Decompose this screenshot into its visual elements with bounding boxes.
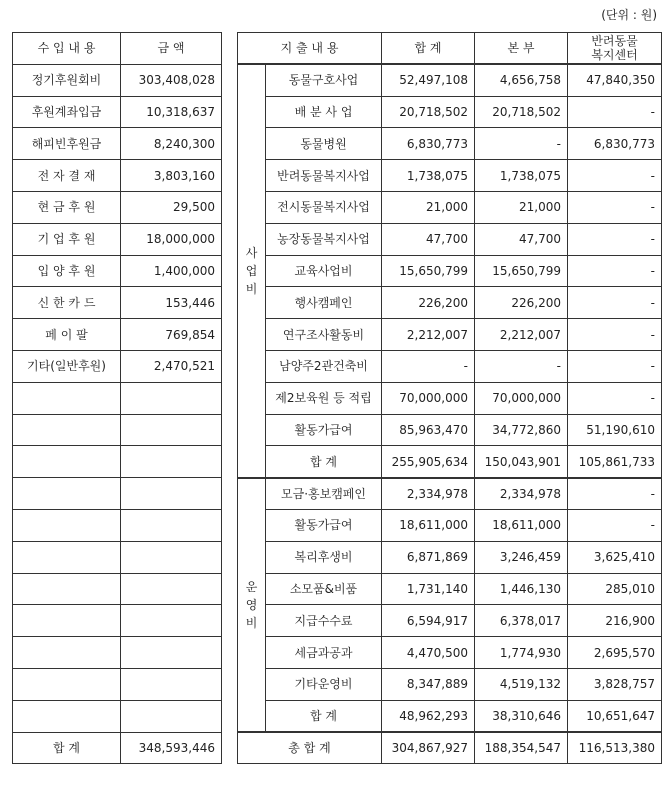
expense-item-hq: 6,378,017 — [475, 605, 568, 637]
income-item-label: 기 업 후 원 — [13, 223, 121, 255]
expense-grand-total: 304,867,927 — [382, 732, 475, 764]
expense-header-center: 반려동물 복지센터 — [568, 33, 662, 65]
expense-item-center: 216,900 — [568, 605, 662, 637]
expense-item-label: 기타운영비 — [266, 668, 382, 700]
income-item-label: 현 금 후 원 — [13, 191, 121, 223]
expense-item-total: 52,497,108 — [382, 64, 475, 96]
expense-item-total: 4,470,500 — [382, 637, 475, 669]
income-empty-cell — [13, 414, 121, 446]
expense-item-total: - — [382, 350, 475, 382]
expense-category-business — [238, 64, 266, 477]
expense-item-label: 반려동물복지사업 — [266, 160, 382, 192]
expense-category-label: 운영비 — [245, 579, 258, 630]
expense-header-hq: 본 부 — [475, 33, 568, 65]
unit-label: (단위 : 원) — [601, 8, 657, 22]
expense-row — [238, 160, 662, 192]
expense-item-hq: 226,200 — [475, 287, 568, 319]
expense-item-hq: 2,334,978 — [475, 478, 568, 510]
expense-item-total: 48,962,293 — [382, 700, 475, 732]
expense-item-label: 행사캠페인 — [266, 287, 382, 319]
income-total-amount: 348,593,446 — [121, 732, 222, 764]
income-row — [13, 414, 222, 446]
expense-item-hq: 3,246,459 — [475, 541, 568, 573]
income-empty-cell — [13, 382, 121, 414]
income-table — [12, 32, 222, 764]
expense-row — [238, 605, 662, 637]
income-item-amount: 769,854 — [121, 319, 222, 351]
expense-item-label: 활동가급여 — [266, 414, 382, 446]
expense-item-label: 동물병원 — [266, 128, 382, 160]
expense-grand-total-label: 총 합 계 — [238, 732, 382, 764]
income-row — [13, 191, 222, 223]
expense-item-label: 교육사업비 — [266, 255, 382, 287]
income-row — [13, 64, 222, 96]
expense-item-label: 전시동물복지사업 — [266, 191, 382, 223]
expense-row — [238, 223, 662, 255]
income-row — [13, 446, 222, 478]
income-row — [13, 255, 222, 287]
expense-item-total: 255,905,634 — [382, 446, 475, 478]
income-row — [13, 478, 222, 510]
income-total-row — [13, 732, 222, 764]
expense-item-center: 51,190,610 — [568, 414, 662, 446]
income-empty-cell — [121, 446, 222, 478]
expense-item-hq: 18,611,000 — [475, 509, 568, 541]
expense-item-label: 농장동물복지사업 — [266, 223, 382, 255]
expense-item-hq: 4,656,758 — [475, 64, 568, 96]
expense-item-hq: 21,000 — [475, 191, 568, 223]
expense-item-center: 2,695,570 — [568, 637, 662, 669]
expense-row — [238, 478, 662, 510]
expense-item-hq: 1,446,130 — [475, 573, 568, 605]
income-empty-cell — [13, 509, 121, 541]
expense-item-total: 20,718,502 — [382, 96, 475, 128]
expense-item-total: 1,731,140 — [382, 573, 475, 605]
income-item-label: 후원계좌입금 — [13, 96, 121, 128]
expense-item-label: 소모품&비품 — [266, 573, 382, 605]
expense-table — [237, 32, 662, 764]
expense-item-center: 3,828,757 — [568, 668, 662, 700]
expense-header-label: 지 출 내 용 — [238, 33, 382, 65]
expense-row — [238, 637, 662, 669]
income-empty-cell — [13, 541, 121, 573]
expense-item-label: 동물구호사업 — [266, 64, 382, 96]
expense-row — [238, 541, 662, 573]
expense-item-center: 285,010 — [568, 573, 662, 605]
expense-item-center: - — [568, 191, 662, 223]
expense-item-center: - — [568, 350, 662, 382]
income-item-amount: 8,240,300 — [121, 128, 222, 160]
expense-item-center: - — [568, 382, 662, 414]
expense-item-center: 105,861,733 — [568, 446, 662, 478]
expense-row — [238, 128, 662, 160]
expense-row — [238, 668, 662, 700]
income-row — [13, 573, 222, 605]
income-item-label: 입 양 후 원 — [13, 255, 121, 287]
expense-header-row — [238, 33, 662, 65]
expense-row — [238, 350, 662, 382]
income-empty-cell — [121, 637, 222, 669]
income-row — [13, 96, 222, 128]
expense-item-label: 연구조사활동비 — [266, 319, 382, 351]
expense-row — [238, 414, 662, 446]
expense-row — [238, 287, 662, 319]
expense-row — [238, 700, 662, 732]
expense-row — [238, 96, 662, 128]
expense-item-label: 제2보육원 등 적립 — [266, 382, 382, 414]
expense-item-total: 18,611,000 — [382, 509, 475, 541]
expense-item-hq: 1,774,930 — [475, 637, 568, 669]
expense-item-hq: 34,772,860 — [475, 414, 568, 446]
expense-item-total: 6,594,917 — [382, 605, 475, 637]
income-empty-cell — [121, 573, 222, 605]
expense-item-center: 10,651,647 — [568, 700, 662, 732]
income-header-amount: 금 액 — [121, 33, 222, 65]
expense-item-hq: 4,519,132 — [475, 668, 568, 700]
expense-item-hq: - — [475, 350, 568, 382]
income-empty-cell — [13, 668, 121, 700]
income-row — [13, 350, 222, 382]
expense-item-hq: 1,738,075 — [475, 160, 568, 192]
expense-item-center: 6,830,773 — [568, 128, 662, 160]
expense-grand-total-hq: 188,354,547 — [475, 732, 568, 764]
expense-item-label: 지급수수료 — [266, 605, 382, 637]
expense-item-label: 세금과공과 — [266, 637, 382, 669]
expense-item-hq: 38,310,646 — [475, 700, 568, 732]
expense-item-label: 합 계 — [266, 700, 382, 732]
income-row — [13, 605, 222, 637]
income-empty-cell — [121, 700, 222, 732]
income-item-amount: 10,318,637 — [121, 96, 222, 128]
expense-item-total: 226,200 — [382, 287, 475, 319]
income-empty-cell — [13, 605, 121, 637]
expense-item-hq: 47,700 — [475, 223, 568, 255]
expense-category-label: 사업비 — [245, 245, 258, 296]
income-row — [13, 541, 222, 573]
expense-row — [238, 255, 662, 287]
expense-item-center: - — [568, 96, 662, 128]
income-item-label: 정기후원회비 — [13, 64, 121, 96]
income-item-label: 기타(일반후원) — [13, 350, 121, 382]
income-row — [13, 223, 222, 255]
income-empty-cell — [13, 478, 121, 510]
expense-item-total: 85,963,470 — [382, 414, 475, 446]
expense-item-total: 47,700 — [382, 223, 475, 255]
expense-row — [238, 64, 662, 96]
expense-item-center: - — [568, 287, 662, 319]
expense-item-label: 배 분 사 업 — [266, 96, 382, 128]
income-item-label: 전 자 결 재 — [13, 160, 121, 192]
expense-grand-total-row — [238, 732, 662, 764]
expense-item-center: - — [568, 478, 662, 510]
income-empty-cell — [121, 668, 222, 700]
income-empty-cell — [13, 446, 121, 478]
expense-item-total: 15,650,799 — [382, 255, 475, 287]
expense-row — [238, 509, 662, 541]
income-item-amount: 18,000,000 — [121, 223, 222, 255]
income-header-row — [13, 33, 222, 65]
expense-item-label: 복리후생비 — [266, 541, 382, 573]
income-empty-cell — [13, 637, 121, 669]
expense-item-hq: 15,650,799 — [475, 255, 568, 287]
income-empty-cell — [121, 382, 222, 414]
income-item-amount: 1,400,000 — [121, 255, 222, 287]
expense-item-center: 3,625,410 — [568, 541, 662, 573]
expense-item-total: 1,738,075 — [382, 160, 475, 192]
income-empty-cell — [121, 541, 222, 573]
income-row — [13, 382, 222, 414]
income-row — [13, 128, 222, 160]
income-item-label: 페 이 팔 — [13, 319, 121, 351]
expense-item-total: 21,000 — [382, 191, 475, 223]
income-row — [13, 668, 222, 700]
income-item-label: 신 한 카 드 — [13, 287, 121, 319]
income-empty-cell — [13, 573, 121, 605]
income-item-amount: 2,470,521 — [121, 350, 222, 382]
expense-item-center: - — [568, 223, 662, 255]
income-item-amount: 303,408,028 — [121, 64, 222, 96]
income-empty-cell — [13, 700, 121, 732]
income-row — [13, 319, 222, 351]
expense-item-label: 합 계 — [266, 446, 382, 478]
expense-item-hq: 70,000,000 — [475, 382, 568, 414]
expense-item-center: 47,840,350 — [568, 64, 662, 96]
income-item-amount: 3,803,160 — [121, 160, 222, 192]
expense-item-label: 남양주2관건축비 — [266, 350, 382, 382]
income-row — [13, 160, 222, 192]
expense-grand-total-center: 116,513,380 — [568, 732, 662, 764]
expense-header-total: 합 계 — [382, 33, 475, 65]
income-row — [13, 509, 222, 541]
expense-item-label: 모금·홍보캠페인 — [266, 478, 382, 510]
income-empty-cell — [121, 478, 222, 510]
expense-item-total: 6,871,869 — [382, 541, 475, 573]
expense-item-total: 8,347,889 — [382, 668, 475, 700]
expense-item-center: - — [568, 319, 662, 351]
income-item-amount: 153,446 — [121, 287, 222, 319]
expense-item-total: 2,334,978 — [382, 478, 475, 510]
expense-item-hq: 2,212,007 — [475, 319, 568, 351]
expense-item-hq: 150,043,901 — [475, 446, 568, 478]
expense-row — [238, 382, 662, 414]
income-row — [13, 637, 222, 669]
expense-row — [238, 319, 662, 351]
income-empty-cell — [121, 605, 222, 637]
income-item-label: 해피빈후원금 — [13, 128, 121, 160]
expense-item-hq: 20,718,502 — [475, 96, 568, 128]
expense-category-operating — [238, 478, 266, 732]
expense-row — [238, 446, 662, 478]
income-header-label: 수 입 내 용 — [13, 33, 121, 65]
income-empty-cell — [121, 509, 222, 541]
expense-item-center: - — [568, 509, 662, 541]
income-item-amount: 29,500 — [121, 191, 222, 223]
expense-item-label: 활동가급여 — [266, 509, 382, 541]
expense-row — [238, 191, 662, 223]
income-row — [13, 287, 222, 319]
expense-item-total: 2,212,007 — [382, 319, 475, 351]
income-row — [13, 700, 222, 732]
expense-item-center: - — [568, 255, 662, 287]
income-total-label: 합 계 — [13, 732, 121, 764]
expense-item-total: 6,830,773 — [382, 128, 475, 160]
expense-item-center: - — [568, 160, 662, 192]
expense-item-total: 70,000,000 — [382, 382, 475, 414]
expense-item-hq: - — [475, 128, 568, 160]
expense-row — [238, 573, 662, 605]
income-empty-cell — [121, 414, 222, 446]
